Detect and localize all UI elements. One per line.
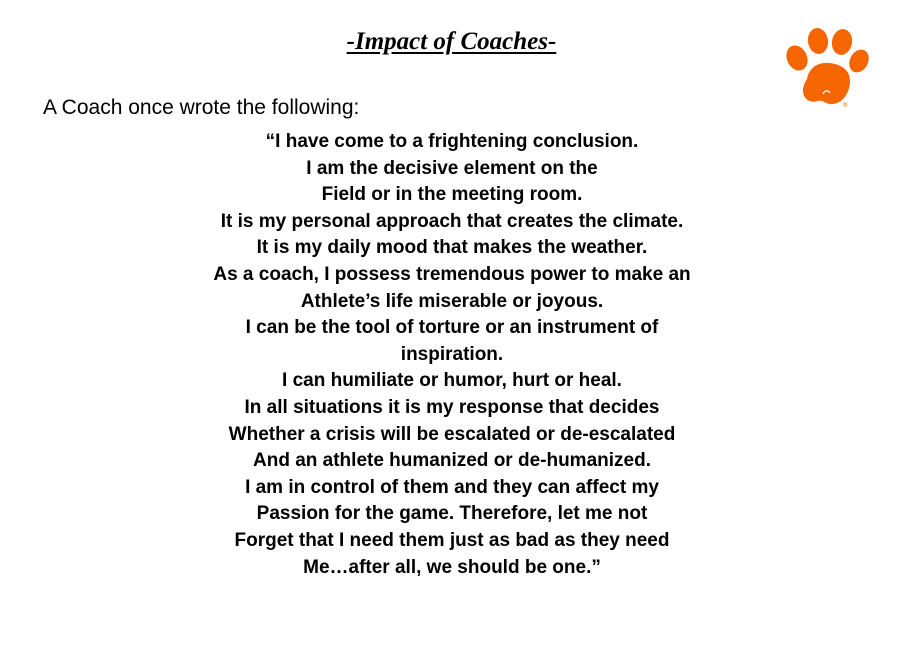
quote-line: inspiration.	[400, 343, 504, 365]
registered-mark: ®	[843, 103, 848, 109]
quote-line: It is my personal approach that creates the climate.	[220, 210, 684, 232]
coach-quote	[152, 129, 752, 581]
quote-line: It is my daily mood that makes the weather.	[256, 237, 648, 259]
quote-line: I can humiliate or humor, hurt or heal.	[282, 370, 622, 392]
quote-line: I can be the tool of torture or an instrument of	[245, 317, 659, 339]
quote-line: In all situations it is my response that decides	[244, 396, 660, 418]
quote-line: And an athlete humanized or de-humanized.	[253, 450, 651, 472]
quote-line: Athlete’s life miserable or joyous.	[300, 290, 604, 312]
quote-line: “I have come to a frightening conclusion.	[265, 131, 639, 152]
quote-line: Passion for the game. Therefore, let me not	[256, 503, 648, 525]
quote-line: I am in control of them and they can affect my	[245, 476, 659, 498]
quote-line: Field or in the meeting room.	[321, 184, 583, 206]
quote-line: Whether a crisis will be escalated or de-escalated	[228, 423, 676, 445]
intro-text: A Coach once wrote the following:	[43, 96, 360, 119]
tiger-paw-icon	[783, 27, 873, 111]
quote-line: I am the decisive element on the	[306, 157, 598, 179]
slide-title: -Impact of Coaches-	[346, 28, 557, 55]
quote-line: Me…after all, we should be one.”	[303, 556, 601, 578]
quote-line: Forget that I need them just as bad as they need	[234, 529, 670, 551]
quote-line: As a coach, I possess tremendous power to make an	[213, 263, 691, 285]
